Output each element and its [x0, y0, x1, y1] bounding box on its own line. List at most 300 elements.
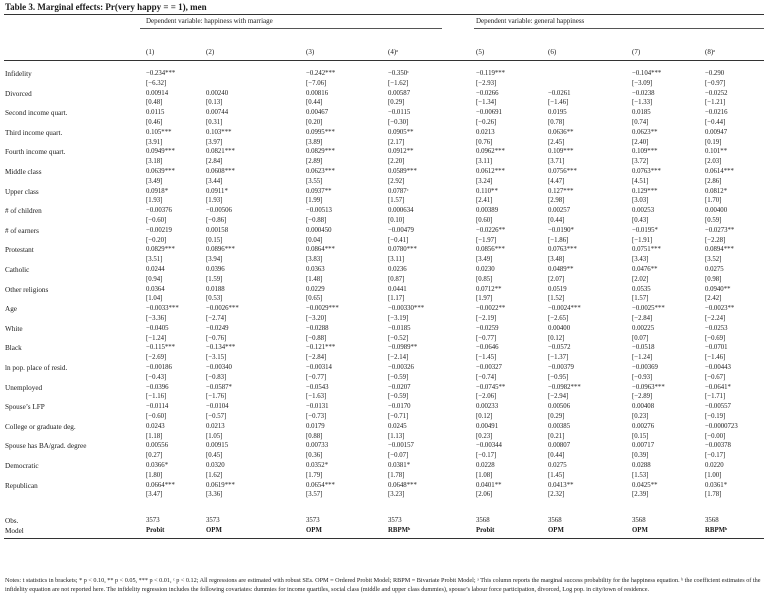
tstat-cell: [4.47]: [548, 177, 565, 185]
column-header: (8)ᵃ: [705, 48, 716, 56]
coef-cell: 0.000634: [388, 207, 414, 215]
coef-cell: −0.00443: [705, 364, 731, 371]
tstat-cell: [3.49]: [146, 177, 163, 185]
coef-cell: −0.00186: [146, 364, 172, 371]
tstat-cell: [0.88]: [306, 432, 323, 440]
coef-cell: 0.0623***: [306, 168, 335, 175]
coef-cell: 0.0589***: [388, 168, 417, 175]
table-notes: Notes: t statistics in brackets; * p < 0.10, ** p < 0.05, *** p < 0.01, ᶜ p < 0.12; All regressions are estimated with robust SEs. OPM = Ordered Probit Model; RBPM = Bivariate Probit Model; ᵃ This column reports the marginal success probability for the happiness equation. ᵇ the coefficient estimates of the infidelity equation are not reported here. The infidelity regression includes the following covariates: dummies for income quartiles, social class (middle and upper class dummies), spouse’s labour force participation, divorced, Log pop. in city/town of residence.: [5, 577, 761, 593]
coef-cell: −0.00513: [306, 207, 332, 215]
coef-cell: −0.0745**: [476, 383, 506, 391]
table-row: [0, 482, 768, 492]
model-cell: OPM: [306, 527, 322, 534]
tstat-cell: [−0.17]: [476, 452, 497, 460]
coef-cell: 0.0396: [206, 266, 225, 273]
coef-cell: −0.00369: [632, 364, 658, 371]
model-cell: OPM: [206, 527, 222, 534]
tstat-cell: [0.98]: [705, 275, 722, 283]
tstat-cell: [−3.15]: [206, 354, 227, 362]
tstat-cell: [0.12]: [548, 334, 565, 342]
tstat-row: [0, 452, 768, 462]
tstat-cell: [−2.24]: [705, 315, 726, 322]
coef-cell: 0.0441: [388, 285, 407, 293]
row-label: Protestant: [5, 246, 34, 255]
coef-cell: 0.0864***: [306, 246, 335, 254]
table-row: [0, 90, 768, 100]
tstat-cell: [1.79]: [306, 471, 323, 479]
tstat-row: [0, 178, 768, 188]
coef-cell: −0.0185: [388, 324, 411, 332]
coef-cell: −0.0195*: [632, 226, 658, 234]
coef-cell: −0.234***: [146, 70, 176, 77]
model-label: Model: [5, 527, 24, 535]
tstat-cell: [−0.93]: [632, 373, 653, 381]
tstat-cell: [−1.16]: [146, 393, 167, 401]
tstat-cell: [−1.71]: [705, 393, 726, 401]
coef-cell: 0.0614***: [705, 168, 734, 175]
coef-cell: 0.0535: [632, 285, 651, 293]
coef-cell: −0.0033***: [146, 305, 179, 313]
coef-cell: 0.00400: [705, 207, 728, 215]
row-label: Age: [5, 305, 17, 314]
row-label: College or graduate deg.: [5, 422, 76, 431]
tstat-row: [0, 472, 768, 482]
tstat-row: [0, 354, 768, 364]
coef-cell: 0.0236: [388, 266, 407, 273]
coef-cell: 0.109***: [548, 148, 574, 156]
tstat-cell: [4.51]: [632, 177, 649, 185]
tstat-cell: [−1.76]: [206, 393, 227, 401]
coef-cell: −0.0963***: [632, 383, 665, 391]
obs-cell: 3568: [476, 517, 490, 524]
coef-cell: −0.0587*: [206, 383, 232, 391]
tstat-cell: [−0.07]: [388, 452, 409, 460]
coef-cell: 0.00717: [632, 442, 655, 450]
coef-cell: 0.0896***: [206, 246, 235, 254]
tstat-cell: [−3.19]: [388, 315, 409, 322]
tstat-cell: [−2.84]: [632, 315, 653, 322]
coef-cell: −0.0131: [306, 403, 329, 411]
coef-cell: 0.0230: [476, 266, 495, 273]
coef-cell: −0.134***: [206, 344, 236, 352]
tstat-cell: [−0.17]: [705, 452, 726, 460]
tstat-cell: [0.04]: [306, 236, 323, 244]
tstat-row: [0, 295, 768, 305]
coef-cell: −0.0261: [548, 89, 571, 97]
tstat-cell: [−0.44]: [705, 119, 726, 126]
coef-cell: −0.0266: [476, 89, 499, 97]
coef-cell: 0.0949***: [146, 148, 175, 156]
tstat-row: [0, 413, 768, 423]
coef-cell: 0.0476**: [632, 266, 658, 273]
tstat-cell: [3.18]: [146, 158, 163, 166]
tstat-cell: [−0.00]: [705, 432, 726, 440]
coef-cell: −0.00379: [548, 364, 574, 371]
coef-cell: 0.0829***: [146, 246, 175, 254]
tstat-row: [0, 276, 768, 286]
coef-cell: 0.0381*: [388, 462, 411, 469]
tstat-cell: [3.03]: [632, 197, 649, 205]
tstat-row: [0, 119, 768, 129]
coef-cell: −0.290: [705, 70, 725, 77]
coef-cell: 0.00385: [548, 422, 571, 430]
tstat-cell: [−1.21]: [705, 99, 726, 107]
model-row: [0, 527, 768, 537]
coef-cell: 0.127***: [548, 187, 574, 195]
coef-cell: −0.0518: [632, 344, 655, 352]
tstat-cell: [0.12]: [476, 413, 493, 420]
row-label: Catholic: [5, 266, 30, 274]
row-label: Divorced: [5, 89, 32, 98]
tstat-cell: [1.13]: [388, 432, 405, 440]
tstat-cell: [−1.24]: [632, 354, 653, 362]
coef-cell: 0.00233: [476, 403, 499, 411]
coef-cell: −0.0249: [206, 324, 229, 332]
tstat-cell: [−0.57]: [206, 413, 227, 420]
coef-cell: 0.00816: [306, 89, 329, 97]
row-label: Third income quart.: [5, 128, 63, 137]
tstat-cell: [1.97]: [476, 295, 493, 303]
coef-cell: 0.0894***: [705, 246, 734, 254]
tstat-cell: [−0.52]: [388, 334, 409, 342]
tstat-cell: [−0.59]: [388, 373, 409, 381]
coef-cell: 0.0911*: [206, 187, 228, 195]
tstat-cell: [3.51]: [146, 256, 163, 264]
coef-cell: −0.0572: [548, 344, 571, 352]
coef-cell: 0.0756***: [548, 168, 577, 175]
coef-cell: 0.0905**: [388, 128, 414, 136]
tstat-cell: [1.99]: [306, 197, 323, 205]
coef-cell: −0.00157: [388, 442, 414, 450]
coef-cell: −0.0207: [388, 383, 411, 391]
tstat-cell: [0.48]: [146, 99, 163, 107]
coef-cell: 0.00257: [548, 207, 571, 215]
coef-cell: 0.0763***: [548, 246, 577, 254]
tstat-cell: [0.23]: [632, 413, 649, 420]
tstat-cell: [1.04]: [146, 295, 163, 303]
obs-cell: 3568: [632, 517, 646, 524]
tstat-cell: [0.29]: [388, 99, 405, 107]
coef-cell: 0.0366*: [146, 462, 169, 469]
coef-cell: 0.0787ᶜ: [388, 187, 409, 195]
tstat-cell: [−1.97]: [476, 236, 497, 244]
coef-cell: 0.0352*: [306, 462, 329, 469]
coef-cell: 0.103***: [206, 128, 232, 136]
coef-cell: 0.0275: [548, 462, 567, 469]
tstat-cell: [−0.74]: [476, 373, 497, 381]
table-row: [0, 423, 768, 433]
coef-cell: 0.0364: [146, 285, 165, 293]
tstat-cell: [−2.94]: [548, 393, 569, 401]
coef-cell: −0.0029***: [306, 305, 339, 313]
tstat-row: [0, 374, 768, 384]
tstat-cell: [3.91]: [146, 138, 163, 146]
coef-cell: 0.0243: [146, 422, 165, 430]
coef-cell: 0.0220: [705, 462, 724, 469]
table-row: [0, 442, 768, 452]
coef-cell: −0.0982***: [548, 383, 581, 391]
tstat-cell: [−0.77]: [476, 334, 497, 342]
coef-cell: 0.0363: [306, 266, 325, 273]
coef-cell: 0.0664***: [146, 481, 175, 489]
tstat-cell: [1.48]: [306, 275, 323, 283]
coef-cell: −0.0115: [388, 109, 411, 117]
tstat-cell: [0.44]: [306, 99, 323, 107]
coef-cell: −0.00326: [388, 364, 414, 371]
coef-cell: −0.00479: [388, 226, 414, 234]
tstat-cell: [2.86]: [705, 177, 722, 185]
tstat-row: [0, 393, 768, 403]
coef-cell: 0.00400: [548, 324, 571, 332]
tstat-cell: [3.11]: [388, 256, 405, 264]
coef-cell: −0.00376: [146, 207, 172, 215]
coef-cell: −0.0104: [206, 403, 229, 411]
tstat-cell: [3.97]: [206, 138, 223, 146]
tstat-cell: [−0.43]: [146, 373, 167, 381]
row-label: Infidelity: [5, 70, 32, 78]
tstat-cell: [3.44]: [206, 177, 223, 185]
coef-cell: −0.242***: [306, 70, 336, 77]
tstat-cell: [0.31]: [206, 119, 223, 126]
tstat-cell: [2.40]: [632, 138, 649, 146]
coef-cell: −0.0252: [705, 89, 728, 97]
coef-cell: 0.0918*: [146, 187, 169, 195]
tstat-cell: [0.59]: [705, 217, 722, 224]
table-row: [0, 70, 768, 80]
table-row: [0, 129, 768, 139]
tstat-cell: [2.32]: [548, 491, 565, 499]
tstat-cell: [1.78]: [388, 471, 405, 479]
table-row: [0, 462, 768, 472]
coef-cell: 0.0619***: [206, 481, 235, 489]
coef-cell: 0.0856***: [476, 246, 505, 254]
row-label: Republican: [5, 481, 38, 490]
coef-cell: −0.00557: [705, 403, 731, 411]
tstat-cell: [−1.46]: [705, 354, 726, 362]
tstat-row: [0, 217, 768, 227]
coef-cell: −0.0025***: [632, 305, 665, 313]
tstat-cell: [3.48]: [548, 256, 565, 264]
coef-cell: −0.00340: [206, 364, 232, 371]
row-label: # of children: [5, 207, 42, 216]
coef-cell: 0.105***: [146, 128, 172, 136]
tstat-cell: [−1.34]: [476, 99, 497, 107]
tstat-cell: [−0.19]: [705, 413, 726, 420]
tstat-cell: [−3.20]: [306, 315, 327, 322]
column-header: (6): [548, 48, 557, 56]
coef-cell: 0.0489**: [548, 266, 574, 273]
coef-cell: 0.000450: [306, 226, 332, 234]
tstat-cell: [−0.69]: [705, 334, 726, 342]
tstat-cell: [0.85]: [476, 275, 493, 283]
tstat-cell: [2.45]: [548, 138, 565, 146]
obs-cell: 3573: [388, 517, 402, 524]
group-underline-marriage: [140, 28, 442, 29]
tstat-cell: [3.57]: [306, 491, 323, 499]
coef-cell: 0.0829***: [306, 148, 335, 156]
coef-cell: 0.00276: [632, 422, 655, 430]
tstat-cell: [−3.09]: [632, 79, 653, 87]
tstat-cell: [−0.83]: [206, 373, 227, 381]
tstat-cell: [−6.32]: [146, 79, 167, 87]
coef-cell: −0.0259: [476, 324, 499, 332]
coef-cell: 0.00807: [548, 442, 571, 450]
tstat-cell: [0.19]: [705, 138, 722, 146]
tstat-cell: [−1.63]: [306, 393, 327, 401]
tstat-cell: [3.11]: [476, 158, 493, 166]
coef-cell: 0.00240: [206, 89, 229, 97]
coef-cell: −0.104***: [632, 70, 662, 77]
tstat-cell: [1.53]: [632, 471, 649, 479]
tstat-cell: [−0.67]: [705, 373, 726, 381]
row-label: Democratic: [5, 462, 39, 470]
coef-cell: 0.0612***: [476, 168, 505, 175]
tstat-row: [0, 80, 768, 90]
tstat-cell: [−0.26]: [476, 119, 497, 126]
coef-cell: −0.0405: [146, 324, 169, 332]
tstat-cell: [0.45]: [206, 452, 223, 460]
tstat-cell: [3.89]: [306, 138, 323, 146]
tstat-cell: [0.15]: [632, 432, 649, 440]
table-row: [0, 227, 768, 237]
table-row: [0, 344, 768, 354]
tstat-cell: [−0.73]: [306, 413, 327, 420]
tstat-cell: [2.89]: [306, 158, 323, 166]
coef-cell: 0.0413**: [548, 481, 574, 489]
obs-cell: 3573: [146, 517, 160, 524]
coef-cell: −0.0114: [146, 403, 169, 411]
coef-cell: 0.00506: [548, 403, 571, 411]
table-row: [0, 148, 768, 158]
coef-cell: −0.0646: [476, 344, 499, 352]
obs-label: Obs.: [5, 517, 19, 525]
tstat-cell: [0.43]: [632, 217, 649, 224]
table-title: Table 3. Marginal effects: Pr(very happy = = 1), men: [5, 2, 207, 12]
coef-cell: −0.0226**: [476, 226, 506, 234]
tstat-cell: [−2.69]: [146, 354, 167, 362]
tstat-cell: [1.08]: [476, 471, 493, 479]
tstat-cell: [−2.84]: [306, 354, 327, 362]
coef-cell: 0.0288: [632, 462, 651, 469]
tstat-cell: [−3.36]: [146, 315, 167, 322]
tstat-cell: [2.02]: [632, 275, 649, 283]
coef-cell: −0.00219: [146, 226, 172, 234]
coef-cell: −0.0024***: [548, 305, 581, 313]
row-label: ln pop. place of resid.: [5, 364, 68, 372]
group-header-marriage: Dependent variable: happiness with marriage: [146, 17, 273, 25]
tstat-cell: [−0.60]: [146, 413, 167, 420]
tstat-cell: [1.52]: [548, 295, 565, 303]
row-label: White: [5, 324, 23, 333]
coef-cell: 0.0995***: [306, 128, 335, 136]
tstat-cell: [−0.71]: [388, 413, 409, 420]
tstat-cell: [2.20]: [388, 158, 405, 166]
coef-cell: −0.00344: [476, 442, 502, 450]
tstat-row: [0, 197, 768, 207]
coef-cell: 0.0195: [548, 109, 567, 117]
tstat-cell: [1.57]: [632, 295, 649, 303]
coef-cell: 0.0648***: [388, 481, 417, 489]
coef-cell: −0.0641*: [705, 383, 731, 391]
tstat-cell: [1.80]: [146, 471, 163, 479]
tstat-cell: [0.46]: [146, 119, 163, 126]
tstat-cell: [0.15]: [206, 236, 223, 244]
coef-cell: −0.0026***: [206, 305, 239, 313]
coef-cell: −0.119***: [476, 70, 506, 77]
header-rule: [4, 60, 764, 61]
coef-cell: 0.00744: [206, 109, 229, 117]
tstat-cell: [1.62]: [206, 471, 223, 479]
coef-cell: 0.00389: [476, 207, 499, 215]
tstat-cell: [0.65]: [306, 295, 323, 303]
tstat-cell: [0.53]: [206, 295, 223, 303]
column-header: (4)ᵃ: [388, 48, 399, 56]
coef-cell: 0.0812*: [705, 187, 728, 195]
tstat-cell: [−0.88]: [306, 217, 327, 224]
coef-cell: −0.0989**: [388, 344, 418, 352]
coef-cell: −0.00691: [476, 109, 502, 117]
tstat-cell: [−1.91]: [632, 236, 653, 244]
tstat-cell: [0.94]: [146, 275, 163, 283]
table-row: [0, 266, 768, 276]
coef-cell: 0.0608***: [206, 168, 235, 175]
coef-cell: −0.121***: [306, 344, 336, 352]
tstat-cell: [−0.97]: [705, 79, 726, 87]
coef-cell: 0.0275: [705, 266, 724, 273]
row-label: Second income quart.: [5, 109, 68, 118]
group-header-general: Dependent variable: general happiness: [476, 17, 585, 25]
coef-cell: −0.0170: [388, 403, 411, 411]
table-row: [0, 305, 768, 315]
coef-cell: −0.0253: [705, 324, 728, 332]
tstat-row: [0, 335, 768, 345]
tstat-cell: [1.59]: [206, 275, 223, 283]
tstat-cell: [−2.19]: [476, 315, 497, 322]
tstat-cell: [−0.60]: [146, 217, 167, 224]
tstat-cell: [0.07]: [632, 334, 649, 342]
table-row: [0, 286, 768, 296]
obs-cell: 3568: [548, 517, 562, 524]
coef-cell: −0.0238: [632, 89, 655, 97]
tstat-cell: [1.57]: [388, 197, 405, 205]
obs-cell: 3568: [705, 517, 719, 524]
coef-cell: −0.00378: [705, 442, 731, 450]
table-row: [0, 246, 768, 256]
tstat-cell: [0.20]: [306, 119, 323, 126]
coef-cell: −0.115***: [146, 344, 176, 352]
coef-cell: −0.0396: [146, 383, 169, 391]
tstat-cell: [3.43]: [632, 256, 649, 264]
coef-cell: 0.110**: [476, 187, 498, 195]
coef-cell: −0.00314: [306, 364, 332, 371]
tstat-cell: [2.84]: [206, 158, 223, 166]
tstat-cell: [−0.41]: [388, 236, 409, 244]
tstat-cell: [−1.37]: [548, 354, 569, 362]
coef-cell: 0.0751***: [632, 246, 661, 254]
obs-cell: 3573: [206, 517, 220, 524]
bottom-rule: [4, 538, 764, 539]
coef-cell: 0.0401**: [476, 481, 502, 489]
coef-cell: 0.0763***: [632, 168, 661, 175]
tstat-cell: [1.05]: [206, 432, 223, 440]
coef-cell: 0.00915: [206, 442, 229, 450]
row-label: Spouse has BA/grad. degree: [5, 442, 87, 451]
coef-cell: 0.0115: [146, 109, 165, 117]
tstat-cell: [−2.89]: [632, 393, 653, 401]
table-row: [0, 168, 768, 178]
column-header: (3): [306, 48, 315, 56]
row-label: Spouse’s LFP: [5, 403, 45, 412]
